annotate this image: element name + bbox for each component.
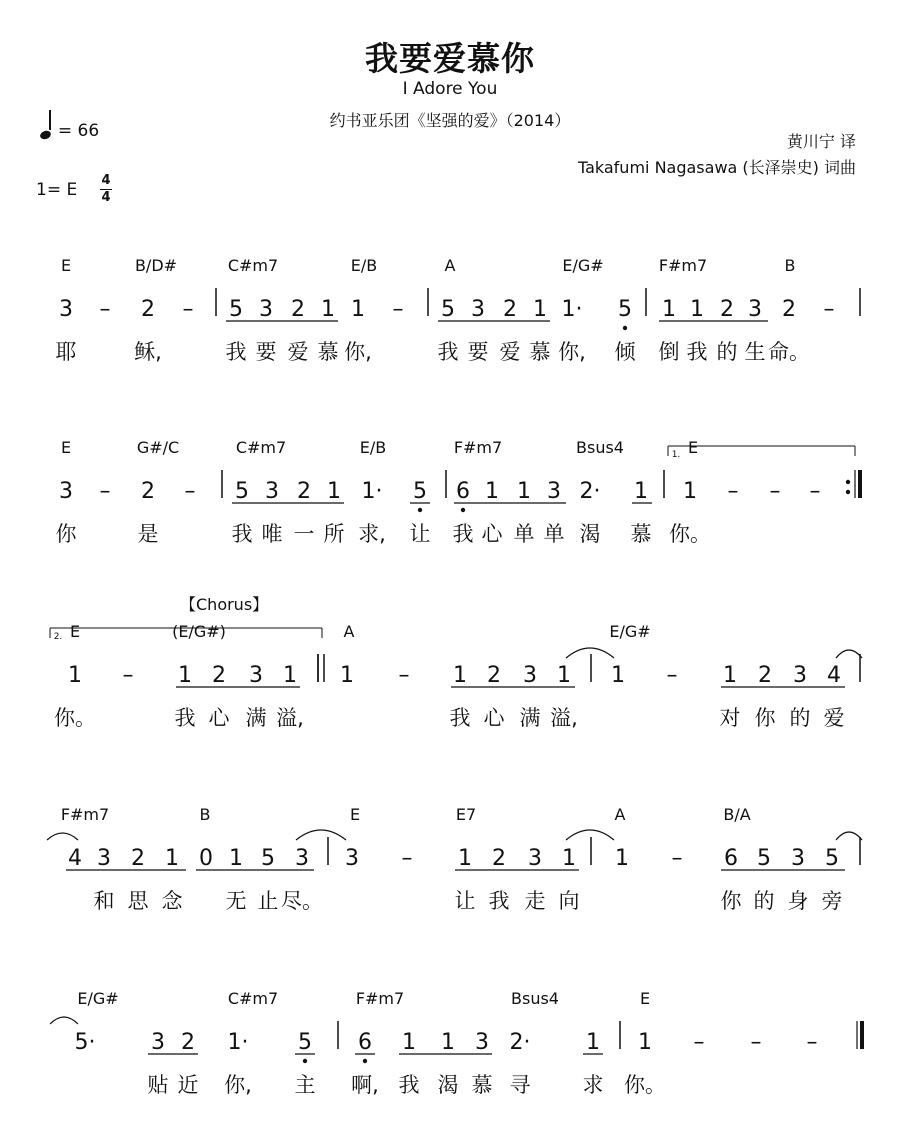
lyric-syllable: 你 (55, 522, 77, 546)
chord-symbol: E (69, 622, 81, 641)
jianpu-note: 3 (345, 846, 359, 871)
jianpu-note: 1 (441, 1030, 455, 1055)
chord-symbol: F#m7 (60, 805, 110, 824)
jianpu-note: 1· (561, 297, 583, 322)
tie-arc (566, 830, 614, 840)
jianpu-note: 2 (291, 297, 305, 322)
lyric-syllable: 你, (558, 340, 586, 364)
lyric-syllable: 走 (524, 889, 546, 913)
jianpu-note: 1 (321, 297, 335, 322)
jianpu-note: 1 (562, 846, 576, 871)
lyric-syllable: 命。 (768, 340, 810, 364)
tie-arc (836, 650, 862, 658)
lyric-syllable: 你 (754, 706, 776, 730)
lyric-syllable: 无 (225, 889, 247, 913)
jianpu-note: 6 (724, 846, 738, 871)
lyric-syllable: 满 (519, 706, 541, 730)
composer-credit: Takafumi Nagasawa (长泽崇史) 词曲 (577, 158, 856, 177)
chord-symbol: E/G# (609, 622, 651, 641)
jianpu-note: 1 (615, 846, 629, 871)
tempo-value: = 66 (57, 121, 100, 141)
lyric-syllable: 求 (582, 1073, 604, 1097)
lyric-syllable: 旁 (821, 889, 843, 913)
lyric-syllable: 向 (558, 889, 580, 913)
jianpu-note: 3 (259, 297, 273, 322)
jianpu-note: 3 (471, 297, 485, 322)
lower-octave-dot (303, 1059, 307, 1063)
jianpu-note: 1 (634, 479, 648, 504)
jianpu-note: 2 (131, 846, 145, 871)
chord-symbol: F#m7 (355, 989, 405, 1008)
lyric-syllable: 单 (543, 522, 565, 546)
jianpu-note: 1 (229, 846, 243, 871)
lyric-syllable: 生 (744, 340, 766, 364)
jianpu-note: 2· (579, 479, 601, 504)
chord-symbol: G#/C (136, 438, 180, 457)
jianpu-note: 3 (793, 663, 807, 688)
chord-symbol: B (784, 256, 796, 275)
sustain-dash: – (666, 663, 678, 688)
lyric-syllable: 你。 (669, 522, 711, 546)
jianpu-note: 0 (199, 846, 213, 871)
lyric-syllable: 要 (467, 340, 489, 364)
sustain-dash: – (806, 1030, 818, 1055)
chord-symbol: C#m7 (227, 256, 279, 275)
jianpu-note: 1 (662, 297, 676, 322)
song-title: 我要爱慕你 (365, 39, 535, 78)
lyric-syllable: 啊, (351, 1073, 379, 1097)
jianpu-note: 4 (68, 846, 82, 871)
chord-symbol: A (614, 805, 626, 824)
jianpu-note: 5 (757, 846, 771, 871)
lyric-syllable: 寻 (509, 1073, 531, 1097)
lyric-syllable: 主 (294, 1073, 316, 1097)
jianpu-note: 1 (517, 479, 531, 504)
lyric-syllable: 我 (231, 522, 253, 546)
jianpu-note: 4 (827, 663, 841, 688)
jianpu-note: 3 (59, 297, 73, 322)
jianpu-note: 3 (59, 479, 73, 504)
jianpu-note: 1 (178, 663, 192, 688)
jianpu-note: 3 (523, 663, 537, 688)
lyric-syllable: 我 (398, 1073, 420, 1097)
lyric-syllable: 倾 (614, 340, 636, 364)
sustain-dash: – (401, 846, 413, 871)
jianpu-note: 5 (235, 479, 249, 504)
jianpu-note: 1 (327, 479, 341, 504)
sustain-dash: – (99, 297, 111, 322)
lyric-syllable: 我 (488, 889, 510, 913)
lyric-syllable: 满 (245, 706, 267, 730)
tie-arc (47, 833, 78, 840)
lyric-syllable: 我 (225, 340, 247, 364)
lyric-syllable: 所 (323, 522, 345, 546)
chord-symbol: F#m7 (453, 438, 503, 457)
jianpu-note: 3 (528, 846, 542, 871)
jianpu-note: 3 (151, 1030, 165, 1055)
song-source: 约书亚乐团《坚强的爱》（2014） (329, 111, 571, 130)
chord-symbol: F#m7 (658, 256, 708, 275)
lyric-syllable: 我 (686, 340, 708, 364)
lyric-syllable: 要 (255, 340, 277, 364)
chord-symbol: B/D# (134, 256, 178, 275)
jianpu-note: 5 (261, 846, 275, 871)
jianpu-note: 3 (748, 297, 762, 322)
repeat-dot (846, 480, 850, 484)
chord-symbol: E (639, 989, 651, 1008)
jianpu-note: 5 (413, 479, 427, 504)
jianpu-note: 2 (720, 297, 734, 322)
jianpu-note: 1 (453, 663, 467, 688)
sustain-dash: – (671, 846, 683, 871)
jianpu-note: 1 (351, 297, 365, 322)
jianpu-note: 3 (547, 479, 561, 504)
lyric-syllable: 渴 (579, 522, 601, 546)
jianpu-note: 2 (492, 846, 506, 871)
lyric-syllable: 对 (719, 706, 741, 730)
jianpu-note: 2 (487, 663, 501, 688)
lyric-syllable: 倒 (658, 340, 680, 364)
jianpu-note: 1 (533, 297, 547, 322)
time-signature-top: 4 (101, 173, 111, 188)
lyric-syllable: 的 (789, 706, 811, 730)
chord-symbol: (E/G#) (172, 622, 226, 641)
lyric-syllable: 慕 (529, 340, 551, 364)
sustain-dash: – (823, 297, 835, 322)
sustain-dash: – (750, 1030, 762, 1055)
jianpu-note: 5· (74, 1030, 96, 1055)
lyric-syllable: 身 (787, 889, 809, 913)
chord-symbol: B (199, 805, 211, 824)
key-signature: 1= E (36, 180, 78, 200)
lyric-syllable: 让 (409, 522, 431, 546)
jianpu-note: 1 (690, 297, 704, 322)
jianpu-note: 1 (586, 1030, 600, 1055)
lyric-syllable: 你。 (624, 1073, 666, 1097)
sustain-dash: – (392, 297, 404, 322)
sustain-dash: – (727, 479, 739, 504)
jianpu-note: 3 (265, 479, 279, 504)
lower-octave-dot (363, 1059, 367, 1063)
chord-symbol: E (349, 805, 361, 824)
lyric-syllable: 我 (452, 522, 474, 546)
lyric-syllable: 溢, (276, 706, 304, 730)
lyric-syllable: 慕 (471, 1073, 493, 1097)
tie-arc (836, 832, 862, 840)
jianpu-note: 2 (141, 479, 155, 504)
lyric-syllable: 止 (257, 889, 279, 913)
jianpu-note: 1 (68, 663, 82, 688)
jianpu-note: 1· (361, 479, 383, 504)
lyric-syllable: 贴 (147, 1073, 169, 1097)
sustain-dash: – (122, 663, 134, 688)
jianpu-note: 3 (249, 663, 263, 688)
lyric-syllable: 你, (224, 1073, 252, 1097)
jianpu-note: 2 (758, 663, 772, 688)
jianpu-note: 5 (298, 1030, 312, 1055)
translator-credit: 黄川宁 译 (786, 132, 856, 151)
lyric-syllable: 你。 (54, 706, 96, 730)
volta-number: 2. (53, 632, 63, 642)
jianpu-note: 3 (791, 846, 805, 871)
jianpu-note: 2 (181, 1030, 195, 1055)
song-subtitle: I Adore You (402, 79, 498, 99)
lyric-syllable: 你 (720, 889, 742, 913)
jianpu-note: 2 (212, 663, 226, 688)
lyric-syllable: 你, (344, 340, 372, 364)
lyric-syllable: 一 (293, 522, 315, 546)
jianpu-note: 5 (618, 297, 632, 322)
lyric-syllable: 和 (93, 889, 115, 913)
jianpu-note: 1· (227, 1030, 249, 1055)
lyric-syllable: 念 (161, 889, 183, 913)
lyric-syllable: 爱 (499, 340, 521, 364)
lyric-syllable: 慕 (630, 522, 652, 546)
chord-symbol: E/G# (562, 256, 604, 275)
chord-symbol: E7 (455, 805, 477, 824)
chord-symbol: A (343, 622, 355, 641)
jianpu-note: 1 (723, 663, 737, 688)
lyric-syllable: 的 (716, 340, 738, 364)
lyric-syllable: 唯 (261, 522, 283, 546)
jianpu-note: 1 (458, 846, 472, 871)
lyric-syllable: 近 (177, 1073, 199, 1097)
volta-number: 1. (671, 450, 681, 460)
lyric-syllable: 让 (454, 889, 476, 913)
sustain-dash: – (809, 479, 821, 504)
repeat-dot (846, 490, 850, 494)
chord-symbol: Bsus4 (576, 438, 624, 457)
sustain-dash: – (693, 1030, 705, 1055)
jianpu-note: 5 (825, 846, 839, 871)
jianpu-note: 1 (683, 479, 697, 504)
jianpu-note: 5 (441, 297, 455, 322)
lyric-syllable: 是 (137, 522, 159, 546)
lower-octave-dot (461, 508, 465, 512)
jianpu-note: 1 (165, 846, 179, 871)
lyric-syllable: 的 (753, 889, 775, 913)
sustain-dash: – (182, 297, 194, 322)
chord-symbol: E (687, 438, 699, 457)
jianpu-note: 1 (283, 663, 297, 688)
sustain-dash: – (99, 479, 111, 504)
time-signature-bottom: 4 (101, 190, 111, 205)
jianpu-note: 1 (485, 479, 499, 504)
lyric-syllable: 心 (481, 522, 503, 546)
chord-symbol: E (60, 438, 72, 457)
lyric-syllable: 尽。 (281, 889, 323, 913)
lyric-syllable: 稣, (134, 340, 162, 364)
lyric-syllable: 单 (513, 522, 535, 546)
lyric-syllable: 慕 (317, 340, 339, 364)
lyric-syllable: 爱 (287, 340, 309, 364)
tie-arc (566, 648, 614, 658)
lyric-syllable: 我 (437, 340, 459, 364)
chord-symbol: E (60, 256, 72, 275)
jianpu-note: 2· (509, 1030, 531, 1055)
jianpu-note: 2 (141, 297, 155, 322)
lyric-syllable: 耶 (55, 340, 77, 364)
jianpu-note: 2 (782, 297, 796, 322)
chord-symbol: E/B (350, 256, 378, 275)
jianpu-note: 2 (503, 297, 517, 322)
lower-octave-dot (418, 508, 422, 512)
chord-symbol: E/G# (77, 989, 119, 1008)
sustain-dash: – (184, 479, 196, 504)
jianpu-note: 1 (557, 663, 571, 688)
chord-symbol: C#m7 (235, 438, 287, 457)
lyric-syllable: 渴 (437, 1073, 459, 1097)
tie-arc (50, 1017, 78, 1024)
lyric-syllable: 我 (449, 706, 471, 730)
jianpu-note: 3 (475, 1030, 489, 1055)
lyric-syllable: 思 (127, 889, 149, 913)
jianpu-note: 1 (638, 1030, 652, 1055)
chorus-label: 【Chorus】 (180, 595, 269, 614)
sustain-dash: – (769, 479, 781, 504)
jianpu-note: 6 (358, 1030, 372, 1055)
lyric-syllable: 心 (208, 706, 230, 730)
chord-symbol: B/A (723, 805, 751, 824)
jianpu-note: 3 (97, 846, 111, 871)
jianpu-note: 5 (229, 297, 243, 322)
lyric-syllable: 爱 (823, 706, 845, 730)
lower-octave-dot (623, 326, 627, 330)
jianpu-note: 1 (402, 1030, 416, 1055)
chord-symbol: A (444, 256, 456, 275)
chord-symbol: E/B (359, 438, 387, 457)
lyric-syllable: 心 (483, 706, 505, 730)
chord-symbol: Bsus4 (511, 989, 559, 1008)
jianpu-note: 3 (295, 846, 309, 871)
lyric-syllable: 我 (174, 706, 196, 730)
jianpu-note: 6 (456, 479, 470, 504)
jianpu-note: 1 (611, 663, 625, 688)
chord-symbol: C#m7 (227, 989, 279, 1008)
jianpu-note: 1 (340, 663, 354, 688)
lyric-syllable: 求, (358, 522, 386, 546)
tie-arc (296, 830, 346, 840)
lyric-syllable: 溢, (550, 706, 578, 730)
sustain-dash: – (398, 663, 410, 688)
jianpu-note: 2 (297, 479, 311, 504)
